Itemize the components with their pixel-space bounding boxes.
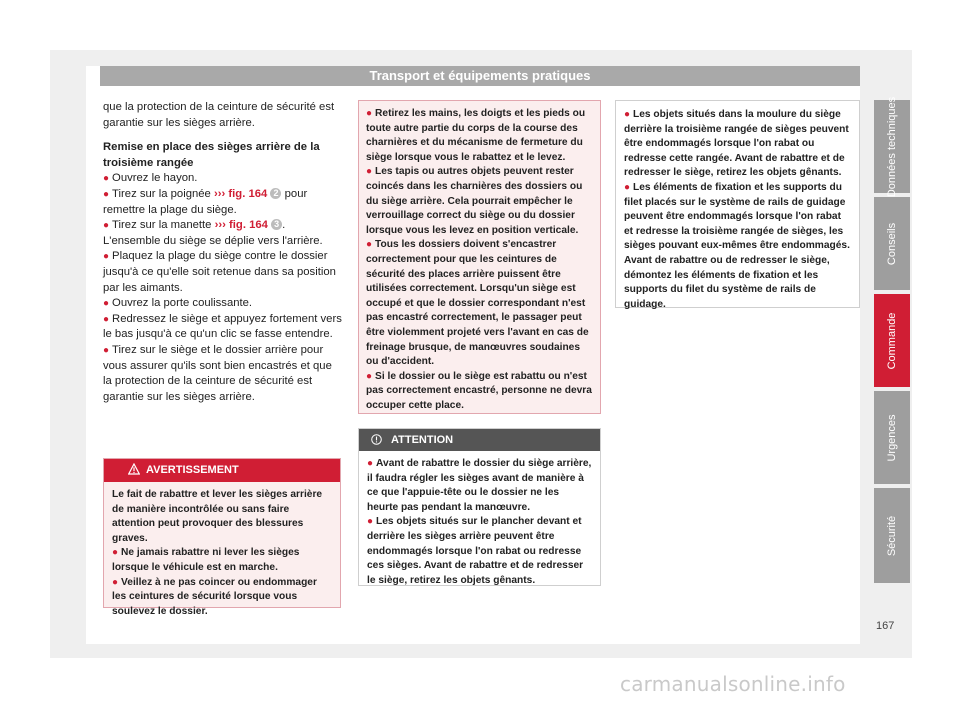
column-1 — [103, 100, 343, 405]
attention-item: ● Les objets situés dans la moulure du siège derrière la troisième rangée de sièges peuvent être endommagés lorsque l'on rabat ou redresse cette rangée. Avant de rabattre et de redresser le siège, retirez les objets gênants. — [624, 109, 849, 179]
warning-text: Le fait de rabattre et lever les sièges arrière de manière incontrôlée ou sans faire attention peut provoquer des blessures graves. — [112, 489, 323, 544]
bullet-icon: ● — [103, 313, 110, 325]
attention-box — [358, 428, 601, 586]
warning-triangle-icon — [128, 463, 140, 475]
intro-paragraph: que la protection de la ceinture de sécurité est garantie sur les sièges arrière. — [103, 101, 335, 129]
attention-continuation-box — [615, 100, 860, 308]
warning-body — [104, 482, 340, 619]
bullet-icon: ● — [103, 251, 110, 263]
warning-continuation-box — [358, 100, 601, 414]
step-2: ● Tirez sur la poignée ››› fig. 164 2 pour remettre la plage du siège. — [103, 187, 308, 216]
page-number: 167 — [876, 620, 895, 632]
warning-item: ● Veillez à ne pas coincer ou endommager les ceintures de sécurité lorsque vous soulevez le dossier. — [112, 576, 317, 617]
warning-header — [104, 459, 340, 482]
attention-header — [359, 429, 600, 451]
step-6: ● Redressez le siège et appuyez fortement vers le bas jusqu'à ce qu'un clic se fasse entendre. — [103, 312, 342, 341]
attention-item: ● Avant de rabattre le dossier du siège arrière, il faudra régler les sièges avant de manière à ce que l'appuie-tête ou le dossier ne les heurte pas pendant la manœuvre. — [367, 458, 592, 513]
callout-number: 2 — [270, 188, 281, 199]
bullet-icon: ● — [103, 344, 110, 356]
step-7: ● Tirez sur le siège et le dossier arrière pour vous assurer qu'ils sont bien encastrés et que la protection de la ceinture de sécurité est garantie sur les sièges arrière. — [103, 343, 332, 403]
tab-securite[interactable]: Sécurité — [874, 488, 910, 583]
info-circle-icon — [371, 434, 382, 445]
chapter-header: Transport et équipements pratiques — [100, 66, 860, 86]
tab-urgences[interactable]: Urgences — [874, 391, 910, 484]
warning-box — [103, 458, 341, 617]
figure-reference-link[interactable]: ››› fig. 164 — [213, 187, 268, 200]
section-title: Remise en place des sièges arrière de la troisième rangée — [103, 141, 320, 169]
attention-title: ATTENTION — [391, 434, 454, 446]
warning-item: ● Si le dossier ou le siège est rabattu ou n'est pas correctement encastré, personne ne devra occuper cette place. — [366, 370, 592, 411]
attention-item: ● Les objets situés sur le plancher devant et derrière les sièges arrière peuvent être endommagés lorsque l'on rabat ou redresse ces sièges. Avant de rabattre et de redresser le siège, retirez les objets gênants. — [367, 516, 584, 586]
warning-item: ● Ne jamais rabattre ni lever les sièges lorsque le véhicule est en marche. — [112, 547, 300, 573]
warning-item: ● Retirez les mains, les doigts et les pieds ou toute autre partie du corps de la course des charnières et du mécanisme de fermeture du siège lorsque vous le rabattez et le levez. — [366, 108, 586, 163]
tab-conseils[interactable]: Conseils — [874, 197, 910, 290]
tab-donnees-techniques[interactable]: Données techniques — [874, 100, 910, 193]
bullet-icon: ● — [103, 220, 110, 232]
bullet-icon: ● — [103, 298, 110, 310]
bullet-icon: ● — [103, 173, 110, 185]
step-5: ● Ouvrez la porte coulissante. — [103, 297, 253, 310]
warning-title: AVERTISSEMENT — [146, 464, 239, 476]
callout-number: 3 — [271, 219, 282, 230]
step-3: ● Tirez sur la manette ››› fig. 164 3 . L'ensemble du siège se déplie vers l'arrière. — [103, 219, 323, 247]
watermark: carmanualsonline.info — [620, 672, 846, 696]
tab-commande[interactable]: Commande — [874, 294, 910, 387]
figure-reference-link[interactable]: ››› fig. 164 — [214, 219, 268, 232]
step-1: ● Ouvrez le hayon. — [103, 172, 198, 185]
step-4: ● Plaquez la plage du siège contre le dossier jusqu'à ce qu'elle soit retenue dans sa position par les aimants. — [103, 250, 336, 294]
attention-body — [359, 451, 600, 588]
bullet-icon: ● — [103, 188, 110, 200]
warning-item: ● Tous les dossiers doivent s'encastrer correctement pour que les ceintures de sécurité des places arrière puissent être utilisées correctement. Lorsqu'un siège est occupé et que le dossier correspondant n'est pas encastré correctement, le passager peut être violemment projeté vers l'avant en cas de freinage brusque, de manœuvres soudaines ou d'accident. — [366, 239, 589, 368]
attention-item: ● Les éléments de fixation et les supports du filet placés sur le système de rails de guidage peuvent être endommagés lorsque l'on rabat et redresse la troisième rangée de sièges, les sièges pouvant eux-mêmes être endommagés. Avant de rabattre ou de redresser le siège, démontez les éléments de fixation et les supports du filet du système de rails de guidage. — [624, 181, 850, 310]
warning-item: ● Les tapis ou autres objets peuvent rester coincés dans les charnières des dossiers ou du siège arrière. Cela pourrait empêcher le verrouillage correct du siège ou du dossier lorsque vous les levez en position verticale. — [366, 166, 583, 236]
